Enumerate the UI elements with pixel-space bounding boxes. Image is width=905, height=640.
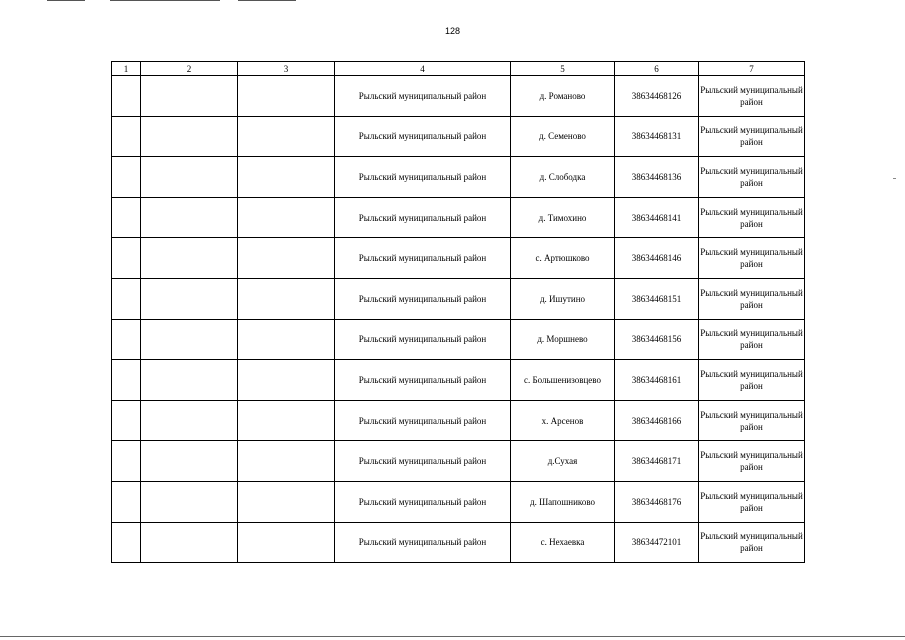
cell-oktmo-code: 38634468126 [615,76,699,117]
cell-settlement: х. Арсенов [511,400,615,441]
cell-col-2 [141,278,238,319]
cell-col-1 [112,400,141,441]
cell-district: Рыльский муниципальный район [335,116,511,157]
table-row [112,441,805,482]
cell-col-3 [238,400,335,441]
cell-oktmo-code: 38634468156 [615,319,699,360]
cell-settlement: с. Большенизовцево [511,360,615,401]
cell-col-1 [112,116,141,157]
cell-col-1 [112,278,141,319]
cell-district: Рыльский муниципальный район [335,319,511,360]
cell-col-3 [238,116,335,157]
table-row [112,522,805,563]
cell-col-2 [141,76,238,117]
cell-oktmo-code: 38634468176 [615,481,699,522]
header-rule-left [47,0,85,1]
cell-district: Рыльский муниципальный район [335,522,511,563]
footer-rule [0,636,905,637]
cell-municipality: Рыльский муниципальный район [699,278,805,319]
cell-municipality: Рыльский муниципальный район [699,238,805,279]
cell-col-2 [141,522,238,563]
table-row [112,116,805,157]
cell-municipality: Рыльский муниципальный район [699,116,805,157]
cell-district: Рыльский муниципальный район [335,197,511,238]
cell-settlement: д. Моршнево [511,319,615,360]
cell-district: Рыльский муниципальный район [335,278,511,319]
cell-col-2 [141,197,238,238]
cell-col-3 [238,481,335,522]
cell-col-1 [112,76,141,117]
column-number: 1 [112,62,141,76]
cell-col-3 [238,238,335,279]
cell-col-2 [141,238,238,279]
column-number-row [112,62,805,76]
cell-col-1 [112,319,141,360]
cell-col-1 [112,197,141,238]
cell-settlement: д. Ишутино [511,278,615,319]
cell-municipality: Рыльский муниципальный район [699,76,805,117]
cell-col-3 [238,319,335,360]
cell-oktmo-code: 38634472101 [615,522,699,563]
cell-district: Рыльский муниципальный район [335,238,511,279]
cell-col-1 [112,360,141,401]
cell-col-3 [238,360,335,401]
cell-col-3 [238,441,335,482]
cell-oktmo-code: 38634468141 [615,197,699,238]
cell-col-1 [112,481,141,522]
cell-oktmo-code: 38634468136 [615,157,699,198]
column-number: 2 [141,62,238,76]
table-row [112,278,805,319]
table-row [112,319,805,360]
table-row [112,360,805,401]
cell-district: Рыльский муниципальный район [335,360,511,401]
cell-district: Рыльский муниципальный район [335,157,511,198]
cell-district: Рыльский муниципальный район [335,76,511,117]
column-number: 5 [511,62,615,76]
cell-municipality: Рыльский муниципальный район [699,400,805,441]
cell-oktmo-code: 38634468151 [615,278,699,319]
cell-col-1 [112,157,141,198]
table-row [112,76,805,117]
cell-settlement: д. Шапошниково [511,481,615,522]
cell-col-2 [141,481,238,522]
page-number: 128 [444,26,461,36]
cell-municipality: Рыльский муниципальный район [699,481,805,522]
cell-col-2 [141,360,238,401]
column-number: 3 [238,62,335,76]
register-table-body [112,62,805,563]
cell-col-3 [238,278,335,319]
table-row [112,197,805,238]
table-row [112,238,805,279]
cell-col-3 [238,522,335,563]
header-rule-middle [110,0,220,1]
cell-settlement: д. Семеново [511,116,615,157]
cell-settlement: д. Тимохино [511,197,615,238]
cell-settlement: с. Нехаевка [511,522,615,563]
table-row [112,481,805,522]
cell-oktmo-code: 38634468131 [615,116,699,157]
cell-settlement: д. Романово [511,76,615,117]
cell-col-1 [112,522,141,563]
scan-mark [893,178,896,179]
cell-col-2 [141,441,238,482]
column-number: 7 [699,62,805,76]
cell-col-3 [238,157,335,198]
cell-municipality: Рыльский муниципальный район [699,197,805,238]
cell-oktmo-code: 38634468171 [615,441,699,482]
cell-col-2 [141,319,238,360]
table-row [112,157,805,198]
column-number: 4 [335,62,511,76]
cell-col-3 [238,76,335,117]
register-table [111,61,805,563]
header-rule-right [238,0,296,1]
cell-district: Рыльский муниципальный район [335,400,511,441]
cell-municipality: Рыльский муниципальный район [699,157,805,198]
cell-settlement: с. Артюшково [511,238,615,279]
cell-col-1 [112,238,141,279]
cell-col-2 [141,157,238,198]
cell-col-1 [112,441,141,482]
cell-settlement: д. Слободка [511,157,615,198]
cell-municipality: Рыльский муниципальный район [699,522,805,563]
cell-municipality: Рыльский муниципальный район [699,441,805,482]
cell-oktmo-code: 38634468146 [615,238,699,279]
cell-municipality: Рыльский муниципальный район [699,360,805,401]
column-number: 6 [615,62,699,76]
cell-settlement: д.Сухая [511,441,615,482]
cell-col-2 [141,400,238,441]
cell-district: Рыльский муниципальный район [335,481,511,522]
cell-municipality: Рыльский муниципальный район [699,319,805,360]
cell-col-2 [141,116,238,157]
cell-col-3 [238,197,335,238]
cell-district: Рыльский муниципальный район [335,441,511,482]
table-row [112,400,805,441]
cell-oktmo-code: 38634468166 [615,400,699,441]
cell-oktmo-code: 38634468161 [615,360,699,401]
